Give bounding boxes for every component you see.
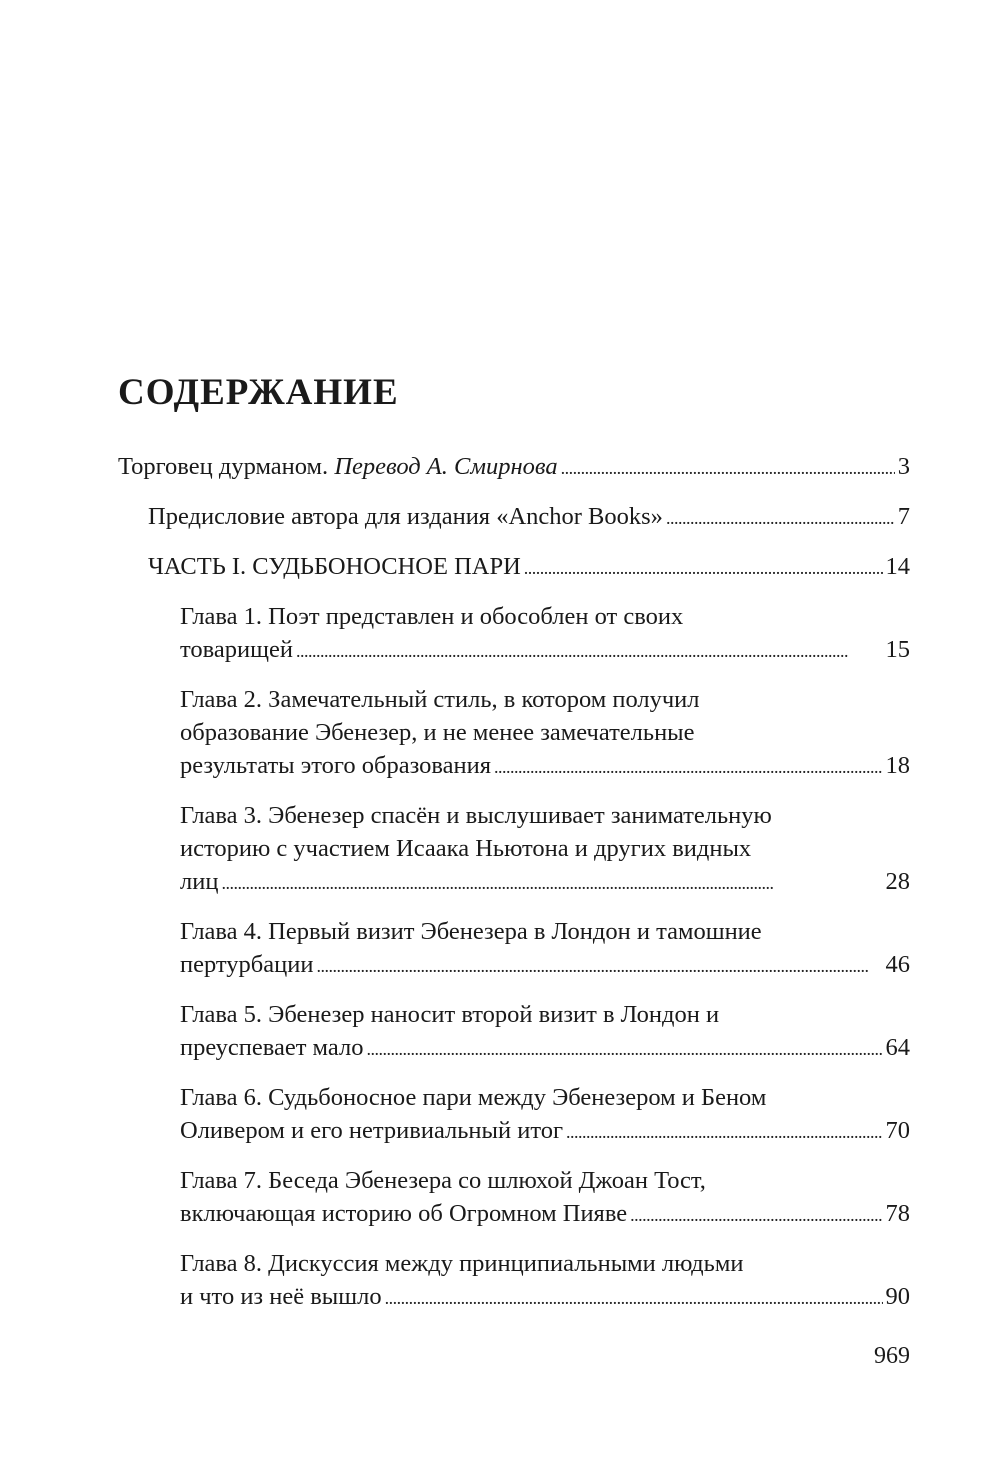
toc-entry-line: [180, 1280, 910, 1315]
toc-page-number: 15: [885, 636, 910, 663]
toc-entry-preface: [148, 500, 910, 535]
dot-leader: [566, 1116, 882, 1149]
toc-entry-line: [180, 1031, 910, 1066]
toc-entry-title: преуспевает мало: [180, 1034, 364, 1061]
toc-entry-title-line: образование Эбенезер, и не менее замечательные: [180, 719, 695, 746]
toc-entry-title: и что из неё вышло: [180, 1283, 382, 1310]
toc-entry-part-1: [148, 550, 910, 585]
toc-entry-line: [148, 550, 910, 585]
toc-page-number: 78: [885, 1200, 910, 1227]
toc-page-number: 28: [885, 868, 910, 895]
toc-entry-translator: Перевод А. Смирнова: [334, 453, 558, 480]
page-number: 969: [874, 1343, 910, 1369]
toc-page-number: 46: [885, 951, 910, 978]
toc-page-number: 3: [897, 453, 910, 480]
toc-entry-title: Предисловие автора для издания «Anchor Books»: [148, 503, 663, 530]
dot-leader: [561, 452, 895, 485]
dot-leader: [666, 502, 895, 535]
toc-entry-title-line: Глава 3. Эбенезер спасён и выслушивает занимательную: [180, 802, 772, 829]
toc-entry-line: [180, 633, 910, 668]
toc-entry-title: Торговец дурманом.: [118, 453, 335, 480]
dot-leader: [630, 1199, 882, 1232]
dot-leader: [366, 1033, 882, 1066]
toc-entry-title-line: Глава 4. Первый визит Эбенезера в Лондон и тамошние: [180, 918, 762, 945]
toc-entry-chapter-7: [180, 1164, 910, 1232]
toc-entry-introduction: [118, 450, 910, 485]
toc-entry-chapter-3: [180, 799, 910, 900]
toc-entry-title: включающая историю об Огромном Пияве: [180, 1200, 628, 1227]
toc-entry-chapter-4: [180, 915, 910, 983]
toc-page-number: 18: [885, 752, 910, 779]
toc-entry-line: [180, 749, 910, 784]
dot-leader: [385, 1282, 883, 1315]
toc-entry-title-line: Глава 6. Судьбоносное пари между Эбенезером и Беном: [180, 1084, 767, 1111]
toc-entry-chapter-1: [180, 600, 910, 668]
toc-page-number: 14: [885, 553, 910, 580]
toc-entry-title-line: историю с участием Исаака Ньютона и других видных: [180, 835, 752, 862]
toc-entry-title: результаты этого образования: [180, 752, 491, 779]
toc-entry-chapter-2: [180, 683, 910, 784]
toc-title: СОДЕРЖАНИЕ: [118, 372, 399, 413]
dot-leader: [316, 950, 882, 983]
table-of-contents: [0, 450, 1000, 1315]
toc-entry-title-line: Глава 1. Поэт представлен и обособлен от своих: [180, 603, 684, 630]
toc-entry-title-line: Глава 5. Эбенезер наносит второй визит в Лондон и: [180, 1001, 720, 1028]
toc-entry-chapter-5: [180, 998, 910, 1066]
toc-entry-title: Оливером и его нетривиальный итог: [180, 1117, 564, 1144]
toc-entry-chapter-6: [180, 1081, 910, 1149]
toc-entry-line: [180, 865, 910, 900]
dot-leader: [494, 751, 883, 784]
toc-entry-line: [180, 1114, 910, 1149]
toc-entry-leading: [118, 450, 558, 483]
toc-entry-title: товарищей: [180, 636, 293, 663]
toc-page-number: 64: [885, 1034, 910, 1061]
toc-entry-line: [180, 948, 910, 983]
dot-leader: [296, 635, 883, 668]
toc-entry-title: лиц: [180, 868, 219, 895]
toc-entry-title: пертурбации: [180, 951, 314, 978]
toc-page-number: 7: [897, 503, 910, 530]
toc-page-number: 70: [885, 1117, 910, 1144]
toc-entry-title-line: Глава 7. Беседа Эбенезера со шлюхой Джоан Тост,: [180, 1167, 706, 1194]
toc-entry-title-line: Глава 2. Замечательный стиль, в котором получил: [180, 686, 700, 713]
toc-entry-chapter-8: [180, 1247, 910, 1315]
dot-leader: [221, 867, 882, 900]
toc-entry-title-line: Глава 8. Дискуссия между принципиальными людьми: [180, 1250, 744, 1277]
toc-page-number: 90: [885, 1283, 910, 1310]
dot-leader: [524, 552, 883, 585]
toc-entry-line: [148, 500, 910, 535]
toc-entry-title: ЧАСТЬ I. СУДЬБОНОСНОЕ ПАРИ: [148, 553, 521, 580]
toc-entry-line: [180, 1197, 910, 1232]
toc-entry-line: [118, 450, 910, 485]
